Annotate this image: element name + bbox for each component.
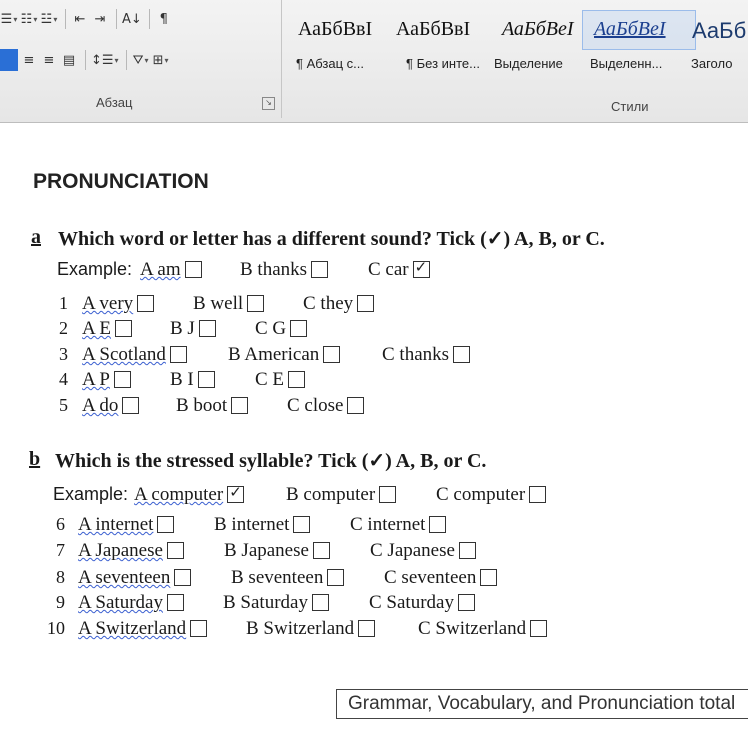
question-number: 7 [56,540,65,560]
question-number: 6 [56,514,65,534]
tick-box[interactable] [357,295,374,312]
question-number: 8 [56,567,65,587]
tick-box[interactable] [480,569,497,586]
tick-box[interactable] [327,569,344,586]
option-c [382,344,470,366]
tick-box-checked[interactable] [413,261,430,278]
tick-box[interactable] [313,542,330,559]
option-c [255,369,305,391]
option-b [176,395,248,417]
option-text: A very [82,293,134,314]
tick-box[interactable] [137,295,154,312]
style-preview-3[interactable]: АаБбВеI [594,18,666,40]
option-a [78,618,207,640]
option-text: A P [82,369,110,390]
option-text: A am [140,259,181,280]
decrease-indent-button[interactable]: ⇤ [74,11,86,27]
style-name-4[interactable]: Заголо [691,56,733,71]
shading-button[interactable]: ⛛ ▾ [132,52,149,68]
tick-box[interactable] [290,320,307,337]
option-b [224,540,330,562]
tick-box[interactable] [458,594,475,611]
paragraph-toolbar-row-1 [0,6,175,32]
option-a [78,592,184,614]
align-center-button[interactable]: ≡ [23,52,35,68]
example-label: Example: [57,259,133,279]
tick-box[interactable] [157,516,174,533]
option-c [255,318,307,340]
option-text: B I [170,369,194,390]
show-formatting-button[interactable]: ¶ [159,11,168,27]
separator [116,9,117,29]
tick-box[interactable] [198,371,215,388]
option-text: C seventeen [384,567,477,588]
question-number: 1 [59,293,68,313]
option-a [82,293,154,315]
option-text: C E [255,369,285,390]
tick-box[interactable] [174,569,191,586]
option-text: B seventeen [231,567,324,588]
tick-box[interactable] [429,516,446,533]
tick-box[interactable] [114,371,131,388]
separator [65,9,66,29]
align-right-button[interactable]: ≡ [43,52,55,68]
separator [126,50,127,70]
option-text: A internet [78,514,154,535]
example-option-b [240,259,328,281]
option-text: C car [368,259,409,280]
option-text: C thanks [382,344,450,365]
question-number: 3 [59,344,68,364]
tick-box[interactable] [122,397,139,414]
option-text: C Switzerland [418,618,527,639]
tick-box-checked[interactable] [227,486,244,503]
option-c [287,395,364,417]
paragraph-group-label: Абзац [96,95,133,110]
option-text: C Japanese [370,540,455,561]
styles-gallery [288,6,748,84]
option-text: B Saturday [223,592,308,613]
tick-box[interactable] [358,620,375,637]
option-text: A Saturday [78,592,163,613]
option-b [246,618,375,640]
multilevel-list-button[interactable]: ☳ ▾ [40,11,58,27]
question-number: 10 [47,618,65,638]
option-b [170,318,216,340]
option-a [78,540,184,562]
tick-box[interactable] [293,516,310,533]
option-text: B J [170,318,195,339]
dialog-launcher-icon[interactable]: ↘ [262,97,275,110]
total-label: Grammar, Vocabulary, and Pronunciation total [348,693,736,714]
option-text: C close [287,395,344,416]
option-text: C internet [350,514,426,535]
tick-box[interactable] [312,594,329,611]
option-c [303,293,374,315]
option-text: B thanks [240,259,308,280]
option-c [384,567,497,589]
separator [149,9,150,29]
style-name-3[interactable]: Выделенн... [590,56,663,71]
option-text: C G [255,318,287,339]
tick-box[interactable] [288,371,305,388]
borders-button[interactable]: ⊞ ▾ [152,52,169,68]
section-b-instruction: Which is the stressed syllable? Tick (✓) A, B, or C. [55,450,487,472]
style-preview-4[interactable]: АаБб [692,18,747,43]
tick-box[interactable] [530,620,547,637]
page-title: PRONUNCIATION [33,170,209,193]
bullets-button[interactable]: ☰ ▾ [0,11,18,27]
ribbon [0,0,748,123]
style-preview-2[interactable]: АаБбВеI [502,18,574,40]
styles-group-label: Стили [611,99,649,114]
option-b [228,344,340,366]
increase-indent-button[interactable]: ⇥ [94,11,106,27]
option-a [78,514,174,536]
option-text: B boot [176,395,228,416]
numbering-button[interactable]: ☷ ▾ [20,11,38,27]
style-name-1[interactable]: ¶ Без инте... [406,56,480,71]
section-a-instruction: Which word or letter has a different sound? Tick (✓) A, B, or C. [58,228,605,250]
tick-box[interactable] [170,346,187,363]
section-a-letter: a [31,226,41,248]
option-text: B well [193,293,244,314]
option-b [223,592,329,614]
example-option-b [286,484,396,506]
option-a [82,369,131,391]
option-a [82,395,139,417]
option-b [170,369,215,391]
question-number: 9 [56,592,65,612]
option-text: A seventeen [78,567,171,588]
option-text: B Switzerland [246,618,355,639]
option-c [350,514,446,536]
sort-button[interactable]: A↓ [122,11,142,27]
tick-box[interactable] [459,542,476,559]
tick-box[interactable] [311,261,328,278]
total-score-box [336,689,748,719]
option-text: A computer [134,484,224,505]
option-text: C computer [436,484,526,505]
question-number: 4 [59,369,68,389]
option-text: A do [82,395,119,416]
example-label: Example: [53,484,129,504]
tick-box[interactable] [323,346,340,363]
align-left-button[interactable] [0,49,18,71]
tick-box[interactable] [453,346,470,363]
example-option-a [134,484,244,506]
tick-box[interactable] [231,397,248,414]
section-b-letter: b [29,448,41,470]
line-spacing-button[interactable]: ↕☰ ▾ [91,52,119,68]
example-option-c [436,484,546,506]
tick-box[interactable] [167,542,184,559]
example-option-c [368,259,430,281]
option-c [369,592,475,614]
option-text: A Switzerland [78,618,187,639]
question-number: 2 [59,318,68,338]
separator [85,50,86,70]
tick-box[interactable] [190,620,207,637]
style-preview-1[interactable]: АаБбВвI [396,18,471,40]
option-c [370,540,476,562]
option-text: B American [228,344,320,365]
tick-box[interactable] [529,486,546,503]
tick-box[interactable] [247,295,264,312]
tick-box[interactable] [115,320,132,337]
option-text: C Saturday [369,592,454,613]
option-text: A Scotland [82,344,166,365]
option-text: B internet [214,514,290,535]
tick-box[interactable] [199,320,216,337]
style-name-2[interactable]: Выделение [494,56,563,71]
option-text: A E [82,318,112,339]
option-b [231,567,344,589]
tick-box[interactable] [379,486,396,503]
example-option-a [140,259,202,281]
paragraph-toolbar-row-2 [0,47,172,73]
tick-box[interactable] [185,261,202,278]
tick-box[interactable] [347,397,364,414]
group-divider [281,0,282,118]
option-text: B computer [286,484,376,505]
option-b [193,293,264,315]
option-text: C they [303,293,354,314]
option-a [82,318,132,340]
option-text: A Japanese [78,540,163,561]
option-a [78,567,191,589]
justify-button[interactable]: ▤ [62,52,76,68]
option-b [214,514,310,536]
option-a [82,344,187,366]
option-text: B Japanese [224,540,309,561]
option-c [418,618,547,640]
tick-box[interactable] [167,594,184,611]
question-number: 5 [59,395,68,415]
style-preview-0[interactable]: АаБбВвI [298,18,373,40]
style-name-0[interactable]: ¶ Абзац с... [296,56,365,71]
